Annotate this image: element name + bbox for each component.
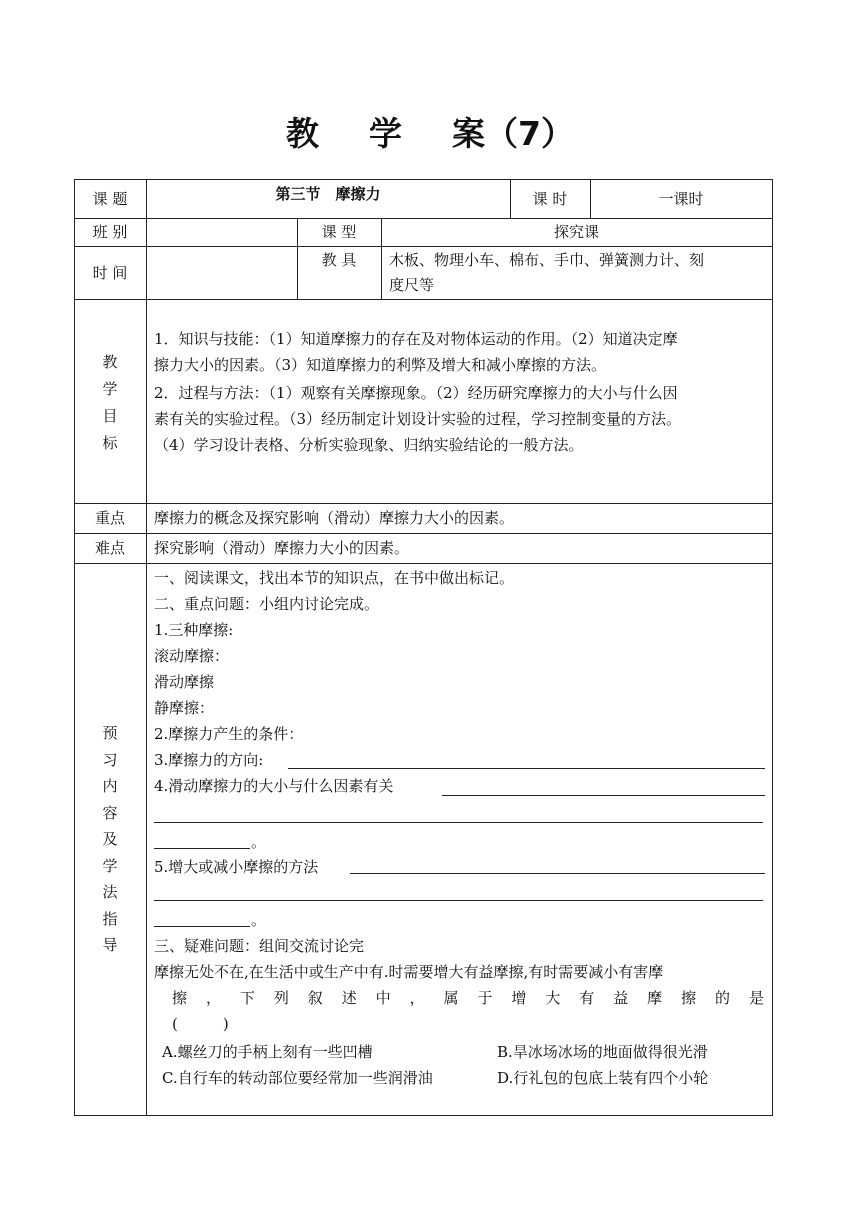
preview-line: 1.三种摩擦: [154,621,234,639]
question-char: 的 [715,989,731,1007]
title-char-2: 学 [369,114,403,153]
preview-line: 4.滑动摩擦力的大小与什么因素有关 [154,777,394,795]
title-char-3: 案（7） [452,114,574,153]
preview-label-char: 法 [102,883,118,901]
preview-label-char: 导 [102,936,118,954]
goals-line: 擦力大小的因素。（3）知道摩擦力的利弊及增大和减小摩擦的方法。 [154,356,607,374]
fill-in-blank[interactable] [288,768,765,769]
goals-label-char: 目 [102,407,118,425]
question-char: 述 [341,989,357,1007]
class-label: 班 别 [92,223,128,241]
goals-label-char: 教 [102,353,118,371]
question-text: 摩擦无处不在,在生活中或生产中有.时需要增大有益摩擦,有时需要减小有害摩 [154,963,664,981]
tools-value-line2: 度尺等 [389,276,435,294]
answer-paren[interactable]: ( ) [172,1015,229,1033]
question-char: 益 [613,989,629,1007]
key-point-label: 重点 [94,509,125,527]
preview-line: 滚动摩擦： [154,647,230,665]
preview-label-char: 及 [102,830,118,848]
question-char: 叙 [307,989,323,1007]
tools-value-line1: 木板、物理小车、棉布、手巾、弹簧测力计、刻 [389,251,705,269]
time-label: 时 间 [92,264,128,282]
fill-in-blank[interactable] [350,873,765,874]
tools-label: 教 具 [321,251,357,269]
title-char-1: 教 [286,114,320,153]
table-border-bottom [74,1115,773,1116]
preview-label [74,720,146,959]
topic-label: 课 题 [92,190,128,208]
end-mark: 。 [251,833,267,851]
goals-label-char: 标 [102,434,118,452]
difficulty-value: 探究影响（滑动）摩擦力大小的因素。 [154,539,410,557]
table-border-left [74,179,75,1116]
type-label: 课 型 [321,223,357,241]
question-char: 下 [239,989,255,1007]
fill-in-blank[interactable] [154,848,250,849]
goals-line: （4）学习设计表格、分析实验现象、归纳实验结论的一般方法。 [154,436,584,454]
question-text-justified [172,986,764,1010]
fill-in-blank[interactable] [154,822,763,823]
preview-label-char: 指 [102,909,118,928]
question-char: 增 [511,989,527,1007]
topic-value: 第三节 摩擦力 [275,185,381,203]
row-divider [74,246,773,247]
question-char: 是 [748,989,764,1007]
question-char: ， [409,989,425,1007]
question-char: 有 [579,989,595,1007]
preview-label-char: 容 [102,803,118,822]
question-char: 列 [273,989,289,1007]
goals-line: 1．知识与技能：（1）知道摩擦力的存在及对物体运动的作用。（2）知道决定摩 [154,330,678,348]
row-divider [74,218,773,219]
table-border-right [772,179,773,1116]
preview-line: 二、重点问题：小组内讨论完成。 [154,595,380,613]
goals-line: 素有关的实验过程。（3）经历制定计划设计实验的过程，学习控制变量的方法。 [154,410,682,428]
preview-label-char: 内 [102,777,118,795]
goals-line: 2．过程与方法：（1）观察有关摩擦现象。（2）经历研究摩擦力的大小与什么因 [154,384,678,402]
row-divider [74,563,773,564]
period-value: 一课时 [658,190,704,208]
row-divider [74,533,773,534]
preview-line: 一、阅读课文，找出本节的知识点，在书中做出标记。 [154,569,515,587]
preview-line: 3.摩擦力的方向: [154,751,264,769]
table-border-top [74,179,773,180]
question-char: 摩 [647,989,663,1007]
question-char: ， [205,989,221,1007]
preview-line: 滑动摩擦 [154,673,215,691]
question-char: 中 [375,989,391,1007]
preview-line: 三、疑难问题：组间交流讨论完 [154,937,365,955]
preview-label-char: 预 [102,724,118,742]
preview-label-char: 习 [102,750,118,769]
preview-line: 5.增大或减小摩擦的方法 [154,858,319,876]
end-mark: 。 [251,911,267,929]
option-b: B.旱冰场冰场的地面做得很光滑 [497,1043,708,1061]
row-divider [74,503,773,504]
question-char: 擦 [172,989,188,1007]
period-label: 课 时 [532,190,568,208]
question-char: 属 [443,989,459,1007]
fill-in-blank[interactable] [154,926,250,927]
row-divider [74,299,773,300]
option-d: D.行礼包的包底上装有四个小轮 [497,1069,709,1087]
question-char: 大 [545,989,561,1007]
question-char: 擦 [681,989,697,1007]
option-c: C.自行车的转动部位要经常加一些润滑油 [162,1069,433,1087]
key-point-value: 摩擦力的概念及探究影响（滑动）摩擦力大小的因素。 [154,509,515,527]
fill-in-blank[interactable] [154,900,763,901]
preview-line: 2.摩擦力产生的条件： [154,725,304,743]
preview-label-char: 学 [102,856,118,875]
goals-label [74,349,146,457]
label-column-divider [146,179,147,1116]
question-char: 于 [477,989,493,1007]
preview-line: 静摩擦： [154,699,215,717]
difficulty-label: 难点 [94,539,125,557]
fill-in-blank[interactable] [442,795,765,796]
option-a: A.螺丝刀的手柄上刻有一些凹槽 [162,1043,373,1061]
goals-label-char: 学 [102,380,118,398]
type-value: 探究课 [553,223,599,241]
